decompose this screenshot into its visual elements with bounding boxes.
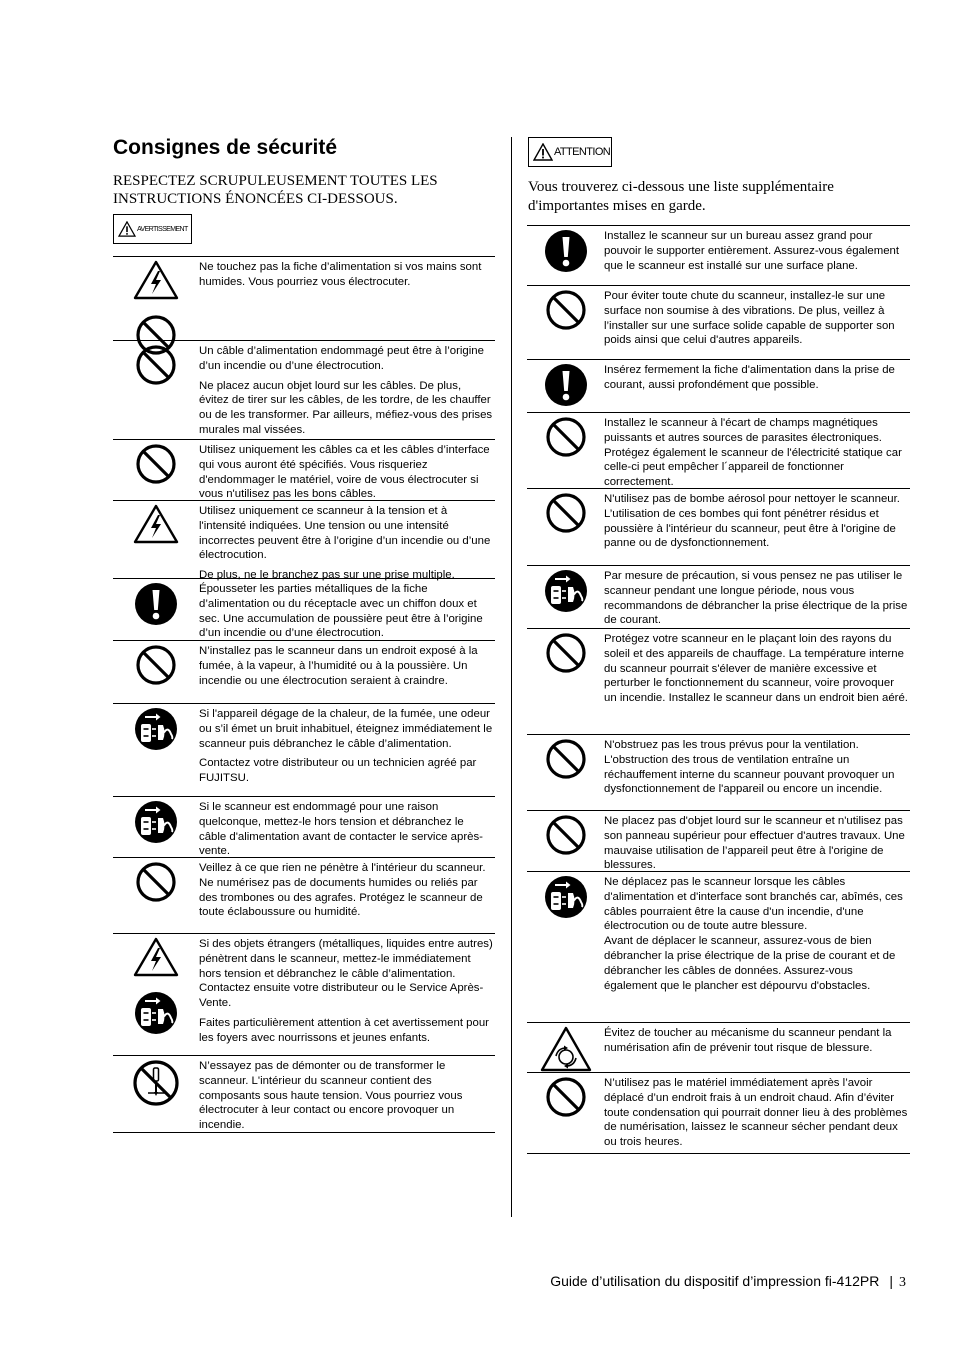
table-row	[113, 501, 495, 582]
table-row	[527, 226, 910, 286]
electric-shock-icon	[133, 937, 179, 977]
row-icons	[113, 858, 199, 933]
table-row	[527, 811, 910, 872]
row-text	[199, 501, 495, 582]
row-text	[604, 360, 910, 412]
intro-text: RESPECTEZ SCRUPULEUSEMENT TOUTES LES INSTRUCTIONS ÉNONCÉES CI-DESSOUS.	[113, 173, 438, 207]
row-paragraph: Épousseter les parties métalliques de la fiche d’alimentation ou du réceptacle avec un chiffon doux et sec. Une accumulation de poussière peut être à l’origine d’un incendie ou d’une électrocution.	[199, 583, 483, 640]
warning-table	[113, 256, 495, 1133]
row-paragraph: Ne déplacez pas le scanneur lorsque les câbles d'alimentation et d'interface sont branchés car, abîmés, ces câbles pourraient être la cause d'un incendie, d'une électrocution ou de toute autre blessure.	[604, 876, 903, 933]
warning-label-box	[113, 214, 192, 244]
electric-shock-icon	[133, 260, 179, 300]
right-intro-text: Vous trouverez ci-dessous une liste supplémentaire d'importantes mises en garde.	[528, 179, 834, 214]
table-row	[113, 440, 495, 501]
row-icons	[113, 501, 199, 578]
column-divider	[511, 137, 512, 1217]
table-row	[527, 1023, 910, 1073]
table-row	[113, 797, 495, 858]
table-row	[113, 579, 495, 641]
table-row	[113, 341, 495, 440]
table-row	[527, 872, 910, 1023]
row-text	[604, 735, 910, 810]
row-paragraph: Par mesure de précaution, si vous pensez ne pas utiliser le scanneur pendant une longue période, nous vous recommandons de débrancher la prise électrique de la prise de courant.	[604, 570, 908, 627]
row-paragraph: Installez le scanneur sur un bureau assez grand pour pouvoir le supporter entièrement. Assurez-vous également que le scanneur est installé sur une surface plane.	[604, 230, 900, 272]
row-text	[199, 934, 495, 1055]
row-icons	[527, 226, 604, 285]
prohibition-icon	[135, 644, 177, 686]
page-number: 3	[899, 1275, 906, 1290]
prohibition-icon	[135, 443, 177, 485]
row-paragraph: Installez le scanneur à l'écart de champs magnétiques puissants et autres sources de parasites électroniques. Protégez également le scanneur de l'électricité statique car celle-ci peut empêcher l´appareil de fonctionner correctement.	[604, 417, 902, 489]
row-icons	[113, 341, 199, 439]
prohibition-icon	[545, 738, 587, 780]
row-paragraph: Évitez de toucher au mécanisme du scanneur pendant la numérisation afin de prévenir tout risque de blessure.	[604, 1027, 892, 1054]
attention-label-box	[528, 137, 612, 167]
row-text	[604, 413, 910, 488]
row-paragraph: Utilisez uniquement ce scanneur à la tension et à l'intensité indiquées. Une tension ou une intensité incorrectes peuvent être à l’origine d’un incendie ou d’une électrocution.	[199, 505, 491, 562]
row-icons	[113, 1056, 199, 1132]
caution-triangle-icon	[118, 221, 136, 237]
row-text	[604, 872, 910, 1022]
prohibition-icon	[545, 814, 587, 856]
table-row	[113, 704, 495, 797]
prohibition-icon	[135, 861, 177, 903]
row-paragraph: Ne placez pas d'objet lourd sur le scanneur et n'utilisez pas son panneau supérieur pour effectuer d'autres travaux. Une mauvaise utilisation de l’appareil peut être à l'origine de blessures.	[604, 815, 905, 872]
prohibition-icon	[135, 344, 177, 386]
table-row	[113, 1056, 495, 1133]
unplug-icon	[134, 800, 178, 844]
attention-table	[527, 225, 910, 1154]
row-text	[199, 797, 495, 857]
footer-separator: |	[889, 1273, 893, 1289]
row-paragraph: N'obstruez pas les trous prévus pour la ventilation. L'obstruction des trous de ventilation entraîne un réchauffement interne du scanneur pouvant provoquer un dysfonctionnement de l'appareil ou encore un incendie.	[604, 739, 895, 796]
row-paragraph: Si l'appareil dégage de la chaleur, de la fumée, une odeur ou s’il émet un bruit inhabituel, éteignez immédiatement le scanneur puis débranchez le câble d’alimentation.	[199, 708, 493, 750]
warning-label: AVERTISSEMENT	[137, 225, 188, 233]
row-paragraph: N’installez pas le scanneur dans un endroit exposé à la fumée, à la vapeur, à l’humidité ou à la poussière. Un incendie ou une électrocution seraient à craindre.	[199, 645, 478, 687]
row-paragraph: Protégez votre scanneur en le plaçant loin des rayons du soleil et des appareils de chauffage. La température interne du scanneur pourrait s'élever de manière excessive et perturber le fonctionnement du scanneur, voire provoquer un incendie. Installez le scanneur dans un endroit bien aéré.	[604, 633, 908, 705]
table-row	[113, 641, 495, 704]
table-row	[527, 1073, 910, 1154]
row-icons	[527, 872, 604, 1022]
row-text	[604, 286, 910, 359]
row-icons	[527, 1073, 604, 1153]
row-text	[199, 341, 495, 439]
row-text	[199, 440, 495, 500]
table-row	[527, 735, 910, 811]
no-disassembly-icon	[132, 1059, 180, 1107]
row-icons	[113, 579, 199, 640]
row-paragraph: Si le scanneur est endommagé pour une raison quelconque, mettez-le hors tension et débranchez le câble d'alimentation avant de contacter le service après-vente.	[199, 801, 483, 858]
row-icons	[527, 1023, 604, 1072]
row-text	[604, 629, 910, 734]
row-text	[604, 1023, 910, 1072]
row-paragraph: Ne touchez pas la fiche d’alimentation si vos mains sont humides. Vous pourriez vous électrocuter.	[199, 261, 482, 288]
page-footer	[550, 1273, 906, 1291]
unplug-icon	[544, 875, 588, 919]
mandatory-action-icon	[544, 363, 588, 407]
prohibition-icon	[545, 632, 587, 674]
prohibition-icon	[545, 289, 587, 331]
row-text	[604, 489, 910, 565]
row-text	[604, 566, 910, 628]
prohibition-icon	[545, 492, 587, 534]
attention-label: ATTENTION	[554, 146, 611, 158]
mandatory-action-icon	[134, 582, 178, 626]
row-text	[199, 1056, 495, 1132]
unplug-icon	[544, 569, 588, 613]
row-paragraph: Faites particulièrement attention à cet avertissement pour les foyers avec nourrissons et jeunes enfants.	[199, 1016, 489, 1044]
row-icons	[113, 641, 199, 703]
footer-guide-title: Guide d’utilisation du dispositif d’impression fi-412PR	[550, 1273, 880, 1289]
row-paragraph: Veillez à ce que rien ne pénètre à l'intérieur du scanneur. Ne numérisez pas de documents humides ou reliés par des trombones ou des agrafes. Protégez le scanneur de toute éclaboussure ou humidité.	[199, 862, 486, 919]
caution-triangle-icon	[533, 143, 553, 161]
page-title: Consignes de sécurité	[113, 136, 338, 159]
row-paragraph: N'utilisez pas de bombe aérosol pour nettoyer le scanneur. L’utilisation de ces bombes qui font pénétrer résidus et poussière à l'intérieur du scanneur, peut être à l'origine de panne ou de dysfonctionnement.	[604, 493, 900, 550]
row-icons	[527, 286, 604, 359]
row-icons	[527, 489, 604, 565]
table-row	[527, 489, 910, 566]
row-icons	[113, 257, 199, 340]
row-paragraph: N’essayez pas de démonter ou de transformer le scanneur. L'intérieur du scanneur contient des composants sous haute tension. Vous pourriez vous électrocuter à leur contact ou encore provoquer un incendie.	[199, 1060, 463, 1132]
table-row	[527, 629, 910, 735]
table-row	[113, 257, 495, 341]
unplug-icon	[134, 991, 178, 1035]
row-icons	[113, 797, 199, 857]
row-paragraph: Insérez fermement la fiche d'alimentation dans la prise de courant, aussi profondément que possible.	[604, 364, 895, 391]
table-row	[113, 858, 495, 934]
row-paragraph: Ne placez aucun objet lourd sur les câbles. De plus, évitez de tirer sur les câbles, de les tordre, de les chauffer ou de les transformer. Par ailleurs, méfiez-vous des prises murales mal vissées.	[199, 379, 493, 436]
row-paragraph: Un câble d’alimentation endommagé peut être à l’origine d’un incendie ou d’une électrocution.	[199, 345, 484, 372]
row-paragraph: Contactez votre distributeur ou un technicien agréé par FUJITSU.	[199, 757, 477, 785]
row-paragraph: Si des objets étrangers (métalliques, liquides entre autres) pénètrent dans le scanneur, mettez-le immédiatement hors tension et débranchez le câble d’alimentation. Contactez ensuite votre distributeur ou le Service Après-Vente.	[199, 938, 493, 1010]
row-paragraph: Avant de déplacer le scanneur, assurez-vous de bien débrancher la prise électrique de la prise de courant et de débrancher les câbles de données. Assurez-vous également que le plancher est dépourvu d'obstacles.	[604, 935, 896, 992]
table-row	[527, 566, 910, 629]
prohibition-icon	[545, 1076, 587, 1118]
row-icons	[527, 811, 604, 871]
row-paragraph: Pour éviter toute chute du scanneur, installez-le sur une surface non soumise à des vibrations. De plus, veillez à l’installer sur une surface solide capable de supporter son poids ainsi que celui d'autres appareils.	[604, 290, 895, 347]
row-text	[199, 641, 495, 703]
row-text	[604, 811, 910, 871]
table-row	[527, 413, 910, 489]
entanglement-hazard-icon	[540, 1026, 592, 1072]
row-paragraph: N’utilisez pas le matériel immédiatement après l’avoir déplacé d’un endroit frais à un endroit chaud. Afin d’éviter toute condensation qui pourrait donner lieu à des problèmes de numérisation, laissez le scanneur sécher pendant deux ou trois heures.	[604, 1077, 908, 1149]
row-text	[199, 579, 495, 640]
row-text	[604, 226, 910, 285]
row-icons	[527, 629, 604, 734]
mandatory-action-icon	[544, 229, 588, 273]
row-paragraph: De plus, ne le branchez pas sur une prise multiple.	[199, 569, 455, 582]
row-text	[604, 1073, 910, 1153]
row-text	[199, 858, 495, 933]
row-icons	[527, 735, 604, 810]
row-icons	[527, 360, 604, 412]
row-icons	[527, 413, 604, 488]
row-text	[199, 257, 495, 340]
row-text	[199, 704, 495, 796]
row-icons	[527, 566, 604, 628]
table-row	[527, 360, 910, 413]
unplug-icon	[134, 707, 178, 751]
row-paragraph: Utilisez uniquement les câbles ca et les câbles d’interface qui vous auront été spécifiés. Vous risqueriez d'endommager le matériel, voire de vous électrocuter si vous n'utilisez pas les bons câbles.	[199, 444, 490, 501]
table-row	[527, 286, 910, 360]
electric-shock-icon	[133, 504, 179, 544]
row-icons	[113, 704, 199, 796]
row-icons	[113, 934, 199, 1055]
table-row	[113, 934, 495, 1056]
prohibition-icon	[545, 416, 587, 458]
row-icons	[113, 440, 199, 500]
